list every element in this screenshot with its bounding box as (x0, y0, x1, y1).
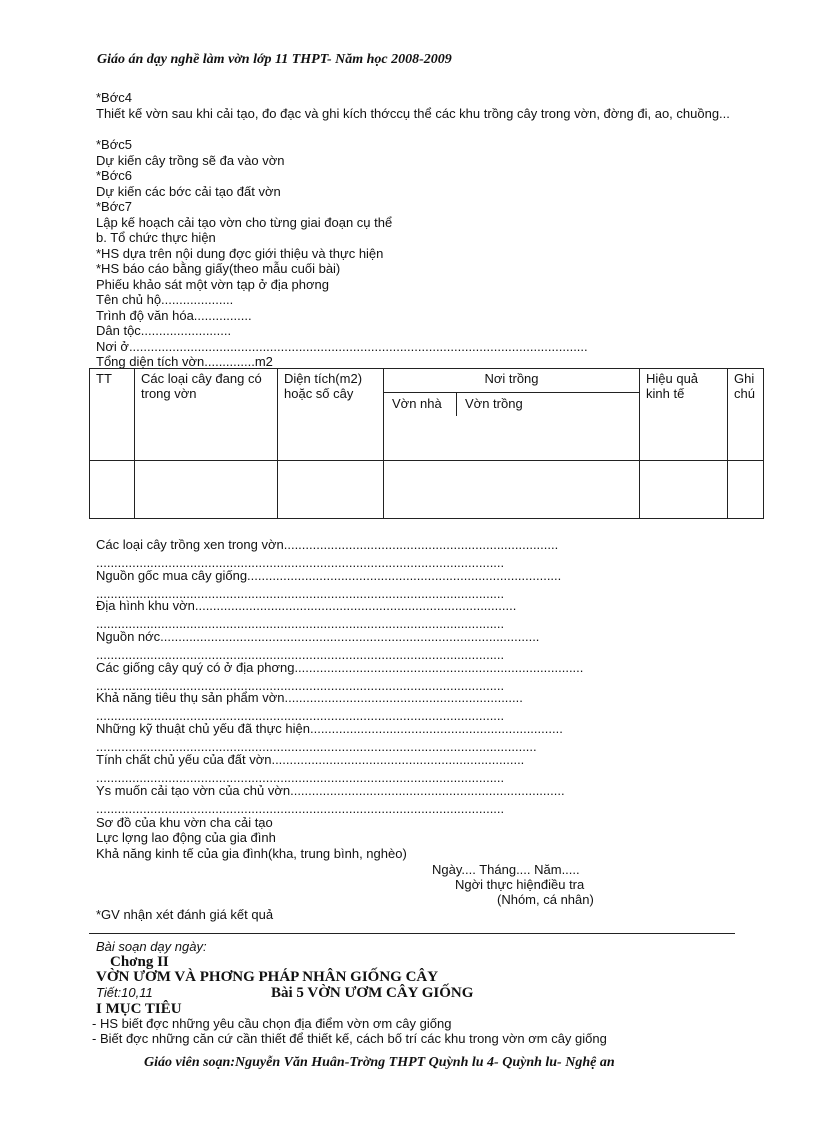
owner-field: Tên chủ hộ.................... (96, 292, 234, 307)
lesson-periods: Tiết:10,11 (96, 985, 153, 1000)
table-cell[interactable] (640, 461, 728, 519)
signature-date: Ngày.... Tháng.... Năm..... (432, 862, 580, 877)
col-home-garden: Vờn nhà (384, 393, 457, 416)
step-4-text: Thiết kế vờn sau khi cải tạo, đo đạc và ghi kích thớccụ thể các khu trồng cây trong vờn, đờng đi, ao, chuồng... (96, 106, 730, 121)
question-intercrop: Các loại cây trồng xen trong vờn............................................................................ (96, 537, 559, 552)
answer-line: ................................................................................................................. (96, 647, 505, 662)
question-techniques: Những kỹ thuật chủ yếu đã thực hiện...................................................................... (96, 721, 563, 736)
step-6-text: Dự kiến các bớc cải tạo đất vờn (96, 184, 281, 199)
survey-table (89, 368, 764, 519)
step-5-text: Dự kiến cây trồng sẽ đa vào vờn (96, 153, 285, 168)
signature-person: Ngời thực hiệnđiều tra (455, 877, 585, 892)
address-field: Nơi ở............................................................................................................................... (96, 339, 588, 354)
table-cell[interactable] (135, 461, 278, 519)
question-seedling-source: Nguồn gốc mua cây giống....................................................................................... (96, 568, 562, 583)
planting-place-label: Nơi trồng (484, 371, 539, 386)
col-area: Diện tích(m2) hoặc số cây (278, 369, 384, 461)
col-planting-place (384, 369, 640, 461)
col-plant-types: Các loại cây đang có trong vờn (135, 369, 278, 461)
ethnic-field: Dân tộc......................... (96, 323, 232, 338)
signature-group: (Nhóm, cá nhân) (497, 892, 594, 907)
survey-title: Phiếu khảo sát một vờn tạp ở địa phơng (96, 277, 329, 292)
objective-2: - Biết đợc những căn cứ cần thiết để thiết kế, cách bố trí các khu trong vờn ơm cây giống (92, 1031, 607, 1046)
question-terrain: Địa hình khu vờn......................................................................................... (96, 598, 517, 613)
area-field: Tổng diện tích vờn..............m2 (96, 354, 273, 369)
question-owner-wish: Ys muốn cải tạo vờn của chủ vờn............................................................................ (96, 783, 565, 798)
table-cell[interactable] (278, 461, 384, 519)
objectives-heading: I MỤC TIÊU (96, 1001, 182, 1017)
section-divider (89, 933, 735, 934)
closing-labor: Lực lợng lao động của gia đình (96, 830, 276, 845)
question-water-source: Nguồn nớc......................................................................................................... (96, 629, 540, 644)
chapter-label: Chơng II (110, 954, 169, 970)
question-rare-varieties: Các giống cây quý có ở địa phơng................................................................................ (96, 660, 584, 675)
col-notes: Ghi chú (728, 369, 764, 461)
chapter-title: VỜN ƯƠM VÀ PHƠNG PHÁP NHÂN GIỐNG CÂY (96, 969, 439, 985)
col-field-garden: Vờn trồng (465, 396, 523, 411)
step-4-title: *Bớc4 (96, 90, 132, 105)
answer-line: ................................................................................................................. (96, 708, 505, 723)
answer-line: ................................................................................................................. (96, 770, 505, 785)
answer-line: ................................................................................................................. (96, 586, 505, 601)
organization-heading: b. Tổ chức thực hiện (96, 230, 216, 245)
table-cell[interactable] (728, 461, 764, 519)
question-market: Khả năng tiêu thụ sản phẩm vờn.................................................................. (96, 690, 523, 705)
col-tt: TT (90, 369, 135, 461)
lesson-date-label: Bài soạn dạy ngày: (96, 939, 207, 954)
step-5-title: *Bớc5 (96, 137, 132, 152)
answer-line: ................................................................................................................. (96, 678, 505, 693)
education-field: Trình độ văn hóa................ (96, 308, 252, 323)
step-6-title: *Bớc6 (96, 168, 132, 183)
question-soil: Tính chất chủ yếu của đất vờn...................................................................... (96, 752, 525, 767)
lesson-title: Bài 5 VỜN ƯƠM CÂY GIỐNG (271, 985, 474, 1001)
answer-line: ................................................................................................................. (96, 616, 505, 631)
table-cell[interactable] (90, 461, 135, 519)
answer-line: ................................................................................................................. (96, 801, 505, 816)
closing-diagram: Sơ đồ của khu vờn cha cải tạo (96, 815, 273, 830)
col-economic-efficiency: Hiệu quả kinh tế (640, 369, 728, 461)
step-7-text: Lập kế hoạch cải tạo vờn cho từng giai đoạn cụ thể (96, 215, 393, 230)
closing-economy: Khả năng kinh tế của gia đình(kha, trung bình, nghèo) (96, 846, 407, 861)
answer-line: .......................................................................................................................... (96, 739, 537, 754)
page-header: Giáo án dạy nghề làm vờn lớp 11 THPT- Năm học 2008-2009 (97, 52, 452, 67)
answer-line: ................................................................................................................. (96, 555, 505, 570)
planting-place-subheader (384, 392, 639, 416)
hs-instruction-2: *HS báo cáo bằng giấy(theo mẫu cuối bài) (96, 261, 341, 276)
objective-1: - HS biết đợc những yêu cầu chọn địa điểm vờn ơm cây giống (92, 1016, 452, 1031)
teacher-assessment: *GV nhận xét đánh giá kết quả (96, 907, 274, 922)
page-footer: Giáo viên soạn:Nguyễn Văn Huân-Trờng THPT Quỳnh lu 4- Quỳnh lu- Nghệ an (144, 1055, 615, 1070)
table-cell[interactable] (384, 461, 640, 519)
hs-instruction-1: *HS dựa trên nội dung đợc giới thiệu và thực hiện (96, 246, 384, 261)
step-7-title: *Bớc7 (96, 199, 132, 214)
